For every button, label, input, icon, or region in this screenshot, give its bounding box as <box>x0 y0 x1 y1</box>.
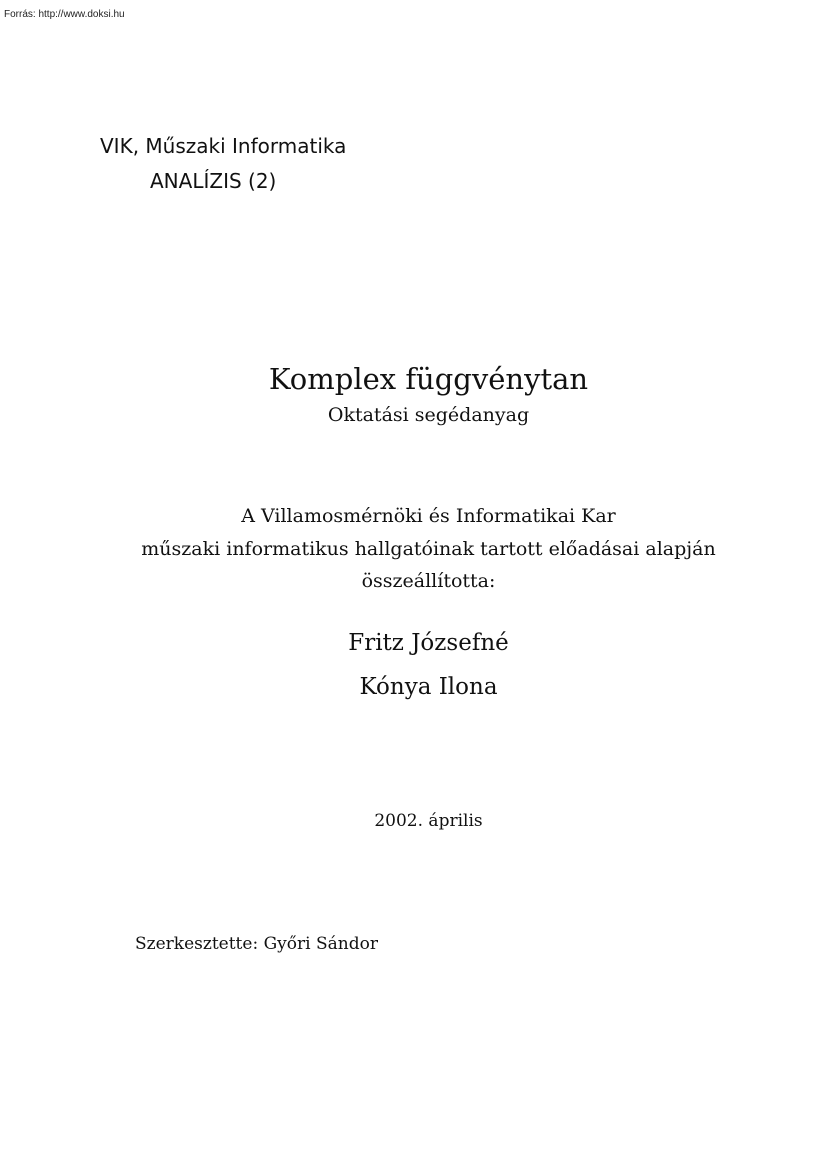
document-title: Komplex függvénytan <box>268 362 589 396</box>
subject-name: ANALÍZIS (2) <box>150 169 277 193</box>
description-line-3: összeállította: <box>361 570 496 592</box>
description-line-1: A Villamosmérnöki és Informatikai Kar <box>241 505 616 527</box>
document-subtitle: Oktatási segédanyag <box>327 404 530 426</box>
course-name: VIK, Műszaki Informatika <box>100 134 347 158</box>
source-note: Forrás: http://www.doksi.hu <box>4 9 125 20</box>
author-name: Fritz Józsefné <box>348 630 509 656</box>
publication-date: 2002. április <box>374 811 483 831</box>
description-line-2: műszaki informatikus hallgatóinak tartott előadásai alapján <box>141 538 716 560</box>
author-name: Kónya Ilona <box>359 674 498 700</box>
editor-credit: Szerkesztette: Győri Sándor <box>135 934 378 954</box>
